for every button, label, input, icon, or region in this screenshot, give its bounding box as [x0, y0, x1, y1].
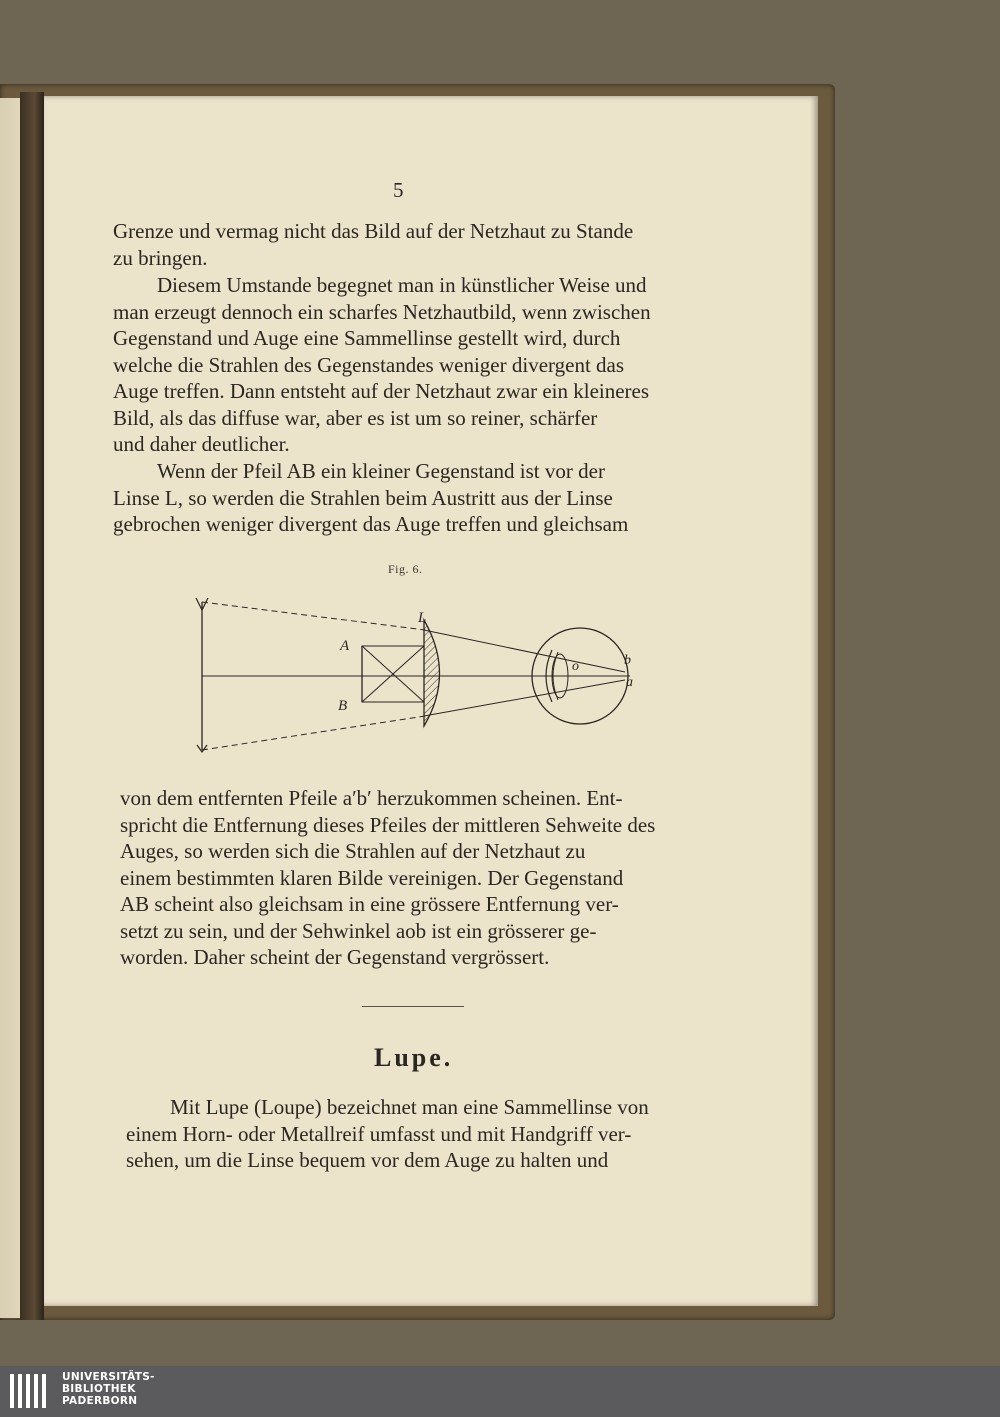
paragraph-4-body	[120, 785, 702, 971]
optics-figure	[180, 590, 660, 769]
text-line: welche die Strahlen des Gegenstandes weniger divergent das	[113, 352, 625, 377]
label-A: A	[340, 638, 350, 654]
lens-diagram	[180, 590, 660, 765]
label-B: B	[338, 698, 348, 714]
book-gutter	[20, 92, 44, 1320]
library-name-line: UNIVERSITÄTS-	[62, 1371, 155, 1383]
library-logo-icon	[8, 1372, 54, 1412]
section-divider	[362, 1006, 464, 1007]
label-L: L	[418, 610, 427, 626]
text-line: von dem entfernten Pfeile a′b′ herzukommen scheinen. Ent-	[120, 786, 623, 810]
convex-lens	[424, 620, 440, 726]
paragraph-5-body	[126, 1094, 708, 1174]
text-line: Diesem Umstande begegnet man in künstlicher Weise und	[157, 273, 647, 297]
page-number: 5	[393, 178, 404, 202]
paragraph-5	[126, 1094, 708, 1174]
figure-caption: Fig. 6.	[388, 562, 423, 576]
text-line: spricht die Entfernung dieses Pfeiles der mittleren Sehweite des	[120, 812, 656, 837]
text-line: einem Horn- oder Metallreif umfasst und mit Handgriff ver-	[126, 1121, 632, 1146]
text-line: Linse L, so werden die Strahlen beim Austritt aus der Linse	[113, 485, 613, 510]
paragraph-3	[113, 458, 697, 538]
text-line: Grenze und vermag nicht das Bild auf der Netzhaut zu Stande	[113, 219, 634, 243]
text-line: zu bringen.	[113, 245, 208, 270]
text-line: setzt zu sein, und der Sehwinkel aob ist ein grösserer ge-	[120, 918, 597, 943]
text-line: AB scheint also gleichsam in eine grössere Entfernung ver-	[120, 892, 619, 916]
section-heading: Lupe.	[374, 1043, 454, 1072]
paragraph-1	[113, 218, 697, 271]
text-line: worden. Daher scheint der Gegenstand vergrössert.	[120, 945, 550, 969]
paragraph-2-body	[113, 272, 697, 458]
text-line: Auges, so werden sich die Strahlen auf der Netzhaut zu	[120, 839, 586, 863]
paragraph-3-body	[113, 458, 697, 538]
text-line: und daher deutlicher.	[113, 432, 290, 456]
text-line: Wenn der Pfeil AB ein kleiner Gegenstand ist vor der	[157, 459, 605, 483]
label-b: b	[624, 653, 631, 668]
text-line: sehen, um die Linse bequem vor dem Auge zu halten und	[126, 1148, 609, 1172]
label-o: o	[572, 659, 579, 674]
text-line: gebrochen weniger divergent das Auge treffen und gleichsam	[113, 512, 629, 536]
label-a: a	[626, 675, 633, 690]
library-footer	[0, 1366, 1000, 1417]
library-name-line: PADERBORN	[62, 1395, 138, 1407]
paragraph-2	[113, 272, 697, 458]
text-line: Gegenstand und Auge eine Sammellinse gestellt wird, durch	[113, 326, 621, 350]
text-line: man erzeugt dennoch ein scharfes Netzhautbild, wenn zwischen	[113, 299, 651, 324]
library-name-line: BIBLIOTHEK	[62, 1383, 136, 1395]
text-line: Auge treffen. Dann entsteht auf der Netzhaut zwar ein kleineres	[113, 379, 650, 403]
text-line: Bild, als das diffuse war, aber es ist um so reiner, schärfer	[113, 405, 598, 430]
paragraph-4	[120, 785, 702, 971]
paragraph-1-body	[113, 218, 697, 271]
library-name	[62, 1371, 155, 1407]
text-line: Mit Lupe (Loupe) bezeichnet man eine Sammellinse von	[170, 1095, 649, 1119]
text-line: einem bestimmten klaren Bilde vereinigen. Der Gegenstand	[120, 865, 624, 890]
